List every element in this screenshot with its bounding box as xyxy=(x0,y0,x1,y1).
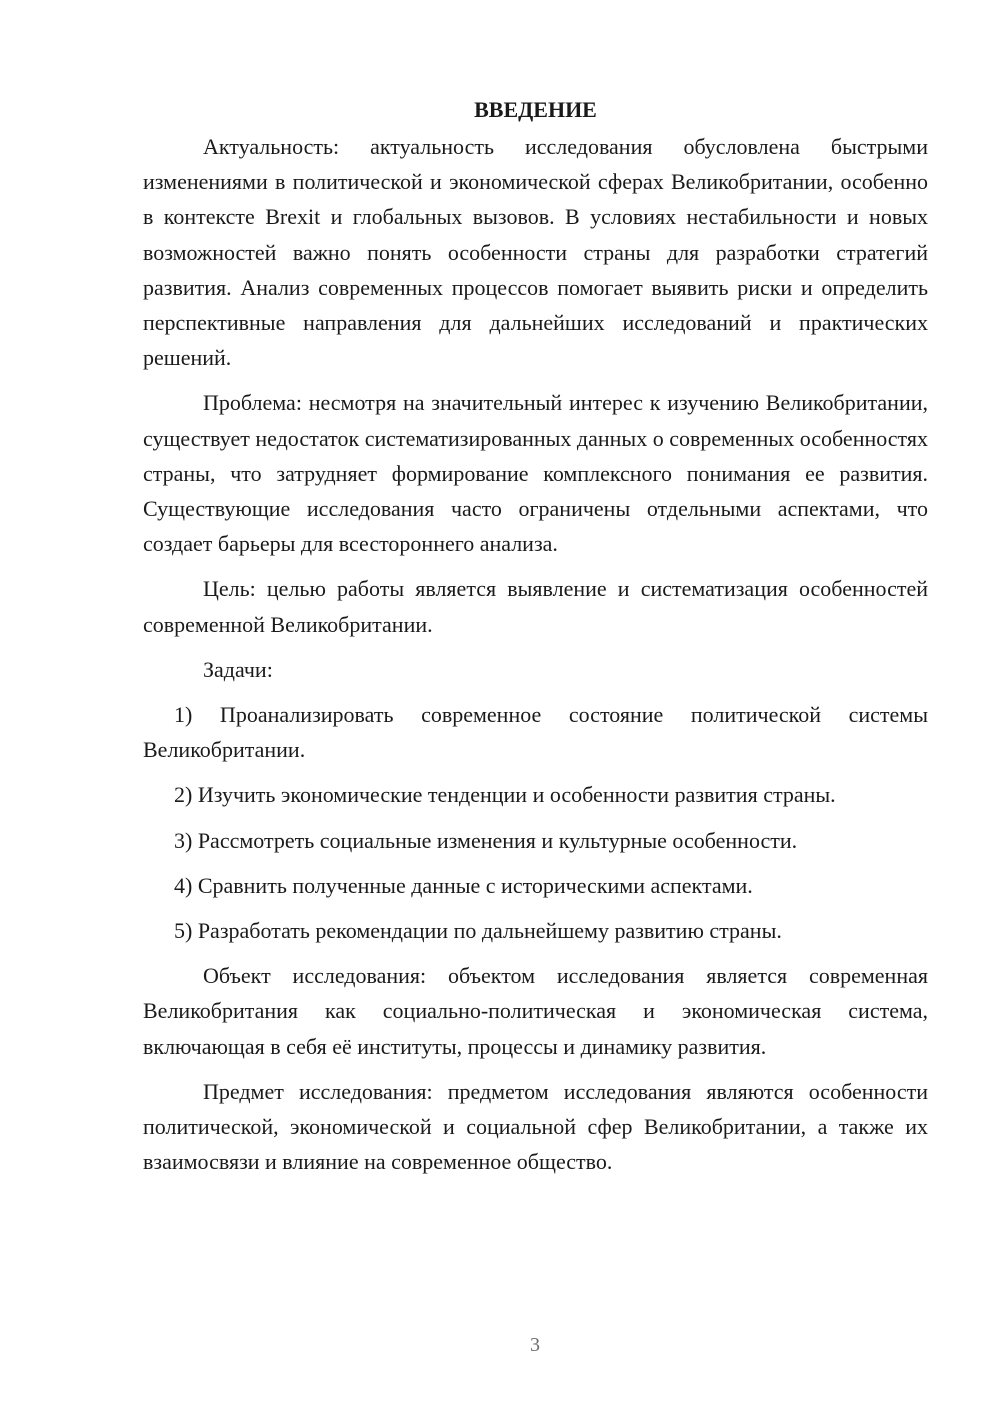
paragraph-relevance: Актуальность: актуальность исследования обусловлена быстрыми изменениями в политической и экономической сферах Великобритании, особенно в контексте Brexit и глобальных вызовов. В условиях нестабильности и новых возможностей важно понять особенности страны для разработки стратегий развития. Анализ современных процессов помогает выявить риски и определить перспективные направления для дальнейших исследований и практических решений. xyxy=(143,134,928,371)
tasks-list xyxy=(143,697,928,948)
task-item: 3) Рассмотреть социальные изменения и культурные особенности. xyxy=(174,827,798,853)
document-page xyxy=(143,92,928,1189)
paragraph-goal: Цель: целью работы является выявление и систематизация особенностей современной Великобритании. xyxy=(143,576,928,637)
task-item: 4) Сравнить полученные данные с историческими аспектами. xyxy=(174,872,753,898)
tasks-heading: Задачи: xyxy=(203,656,273,682)
task-item: 2) Изучить экономические тенденции и особенности развития страны. xyxy=(174,782,836,808)
page-number: 3 xyxy=(530,1334,540,1356)
paragraph-object: Объект исследования: объектом исследования является современная Великобритания как социально-политическая и экономическая система, включающая в себя её институты, процессы и динамику развития. xyxy=(143,963,928,1059)
paragraph-subject: Предмет исследования: предметом исследования являются особенности политической, экономической и социальной сфер Великобритании, а также их взаимосвязи и влияние на современное общество. xyxy=(143,1078,928,1175)
task-item: 1) Проанализировать современное состояние политической системы Великобритании. xyxy=(143,702,928,763)
paragraph-problem: Проблема: несмотря на значительный интерес к изучению Великобритании, существует недостаток систематизированных данных о современных особенностях страны, что затрудняет формирование комплексного понимания ее развития. Существующие исследования часто ограничены отдельными аспектами, что создает барьеры для всестороннего анализа. xyxy=(143,390,928,557)
task-item: 5) Разработать рекомендации по дальнейшему развитию страны. xyxy=(174,918,782,944)
section-title: ВВЕДЕНИЕ xyxy=(474,97,597,122)
